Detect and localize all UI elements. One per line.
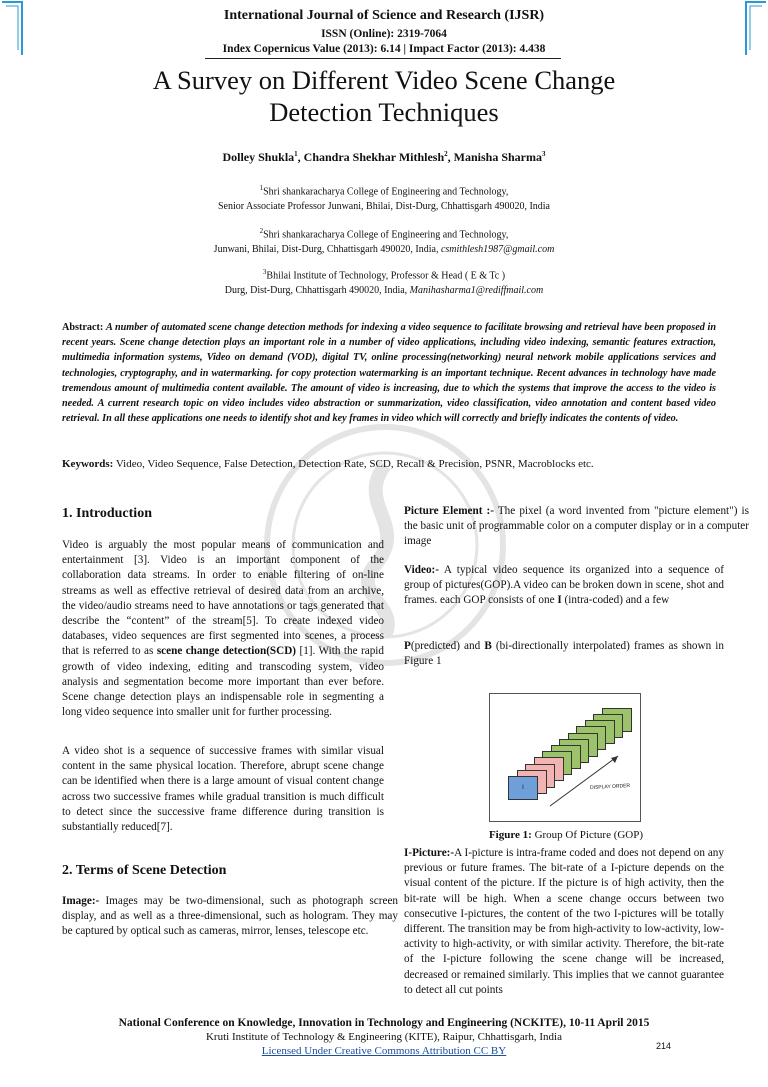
i-picture-definition — [404, 846, 724, 998]
figure-caption — [400, 829, 732, 841]
i-picture-label: I-Picture:- — [404, 847, 455, 859]
p-frame-label: P — [404, 640, 411, 652]
author-1-mark: 1 — [294, 150, 298, 158]
footer-conference: National Conference on Knowledge, Innovation in Technology and Engineering (NCKITE), 10-11 April 2015 — [118, 1017, 650, 1029]
intro-p1-bold: scene change detection(SCD) — [156, 645, 297, 658]
abstract-text: A number of automated scene change detection methods for indexing a video sequence to facilitate browsing and retrieval have been proposed in recent years. Scene change detection plays an important role in a number of video applications, including video indexing, semantic features extraction, multimedia information systems, Video on demand (VOD), digital TV, online processing(networking) neural network mobile applications services and technologies, cryptography, and in watermarking. for copy protection watermarking is an important technique. Recent advances in technology have made tremendous amount of multimedia content available. The amount of video is increasing, due to which the systems that improve the access to the video is needed. A current research topic on video includes video abstraction or summarization, video classification, video annotation and content based video retrieval. In all these applications one needs to identify shot and key frames in video which will correctly and briefly indicates the contents of video. — [62, 322, 717, 425]
affiliation-3-mark: 3 — [262, 268, 267, 276]
display-order-label: DISPLAY ORDER — [589, 782, 631, 792]
intro-paragraph-2: A video shot is a sequence of successive frames with similar visual content in the same physical location. Therefore, abrupt scene change can be identified when there is a large amount of visual content change across two successive frames while gradual transition is much difficult to detect since the successive frame difference during transition is substantially reduced[7]. — [62, 745, 384, 834]
i-picture-text: A I-picture is intra-frame coded and does not depend on any previous or future frames. The bit-rate of a I-picture depends on the visual content of the picture. If the picture is of high activity, then the bit-rate will be high. When a scene change occurs between two consecutive I-pictures, the content of the two I-pictures will be totally different. The transition may be from high-activity to low-activity, low-activity to high-activity, or with similar activity. Therefore, the bit-rate of the I-picture following the scene change will be increased, decreased or remained similarly. This implies that we cannot guarantee to detect all cut points — [404, 847, 724, 996]
header-rule — [205, 58, 561, 59]
image-label: Image:- — [62, 895, 100, 907]
journal-index: Index Copernicus Value (2013): 6.14 | Impact Factor (2013): 4.438 — [222, 43, 546, 55]
journal-issn: ISSN (Online): 2319-7064 — [321, 28, 447, 40]
author-3: , Manisha Sharma — [447, 150, 543, 164]
image-text: Images may be two-dimensional, such as photograph screen display, and as well as a three-dimensional, such as hologram. They may be captured by optical such as cameras, mirror, lenses, telescope etc. — [62, 895, 398, 938]
affiliation-1 — [0, 181, 768, 214]
abstract-label: Abstract: — [62, 322, 104, 333]
pb-frames-paragraph — [404, 639, 724, 669]
display-order-arrow — [490, 694, 640, 821]
author-2-mark: 2 — [444, 150, 448, 158]
footer-institute: Kruti Institute of Technology & Engineering (KITE), Raipur, Chhattisgarh, India — [205, 1031, 562, 1043]
pb-text-2: (bi-directionally interpolated) frames as shown in Figure 1 — [404, 640, 724, 668]
journal-name: International Journal of Science and Research (IJSR) — [223, 8, 545, 23]
affiliation-2-line-1: Shri shankaracharya College of Engineering and Technology, — [263, 229, 509, 241]
picture-element-label: Picture Element :- — [404, 505, 494, 517]
affiliation-3-line-2: Durg, Dist-Durg, Chhattisgarh 490020, India, — [224, 285, 410, 297]
paper-title-line-2: Detection Techniques — [269, 97, 499, 127]
image-definition — [62, 894, 398, 940]
video-label: Video:- — [404, 564, 440, 576]
b-frame-label: B — [484, 640, 492, 652]
page-number: 214 — [656, 1041, 672, 1051]
section-1-heading: 1. Introduction — [62, 506, 152, 521]
video-text-1: A typical video sequence its organized into a sequence of group of pictures(GOP).A video can be broken down in scene, shot and frames. each GOP consists of one — [404, 564, 724, 607]
abstract — [62, 320, 716, 426]
intro-p1-text-b: [1]. With the rapid growth of video indexing, editing and transcoding system, video analysis and segmentation become more important than ever before. Scene change detection plays an indispensable role in segmenting a long video sequence into smaller unit for further processing. — [62, 645, 384, 719]
affiliation-1-line-2: Senior Associate Professor Junwani, Bhilai, Dist-Durg, Chhattisgarh 490020, India — [217, 201, 550, 213]
picture-element-definition — [404, 504, 749, 550]
author-2: , Chandra Shekhar Mithlesh — [297, 150, 445, 164]
affiliation-3-email[interactable]: Manihasharma1@rediffmail.com — [409, 285, 544, 297]
affiliation-3 — [0, 265, 768, 298]
intro-paragraph-1 — [62, 538, 384, 720]
author-list — [0, 150, 768, 165]
video-i-frame: I — [557, 594, 562, 607]
video-text-2: (intra-coded) and a few — [561, 594, 670, 607]
keywords-text: Video, Video Sequence, False Detection, Detection Rate, SCD, Recall & Precision, PSNR, Macroblocks etc. — [115, 458, 594, 470]
intro-p1-text-a: Video is arguably the most popular means of communication and entertainment [3]. Video is an important component of the collaboration data streams. In order to enable filtering of on-line streams as well as effective retrieval of desired data from an archive, the video/audio streams need to have annotations or tags generated that describe the “content” of the stream[5]. To create indexed video databases, video sequences are first segmented into scenes, a process that is referred to as — [62, 539, 384, 658]
figure-caption-text: Group Of Picture (GOP) — [531, 829, 644, 841]
license-link[interactable]: Licensed Under Creative Commons Attribution CC BY — [261, 1045, 507, 1057]
affiliation-2-line-2: Junwani, Bhilai, Dist-Durg, Chhattisgarh 490020, India, — [213, 244, 441, 256]
affiliation-1-line-1: Shri shankaracharya College of Engineering and Technology, — [263, 186, 509, 198]
section-2-heading: 2. Terms of Scene Detection — [62, 863, 227, 878]
author-1: Dolley Shukla — [222, 150, 295, 164]
affiliation-3-line-1: Bhilai Institute of Technology, Professor & Head ( E & Tc ) — [266, 270, 506, 282]
footer-license — [0, 1045, 768, 1057]
affiliation-2-email[interactable]: csmithlesh1987@gmail.com — [440, 244, 555, 256]
paper-title-line-1: A Survey on Different Video Scene Change — [152, 65, 616, 95]
author-3-mark: 3 — [542, 150, 546, 158]
figure-caption-label: Figure 1: — [488, 829, 532, 841]
pb-text-1: (predicted) and — [410, 640, 485, 652]
video-definition — [404, 563, 724, 609]
picture-element-text: The pixel (a word invented from "picture element") is the basic unit of programmable color on a computer display or in a computer image — [404, 505, 749, 548]
keywords-label: Keywords: — [62, 458, 114, 470]
affiliation-1-mark: 1 — [259, 184, 264, 192]
affiliation-2-mark: 2 — [259, 227, 264, 235]
gop-frame-I: I — [508, 776, 538, 800]
keywords — [62, 458, 716, 470]
paper-title — [60, 64, 708, 128]
gop-figure — [489, 693, 641, 822]
affiliation-2 — [0, 224, 768, 257]
